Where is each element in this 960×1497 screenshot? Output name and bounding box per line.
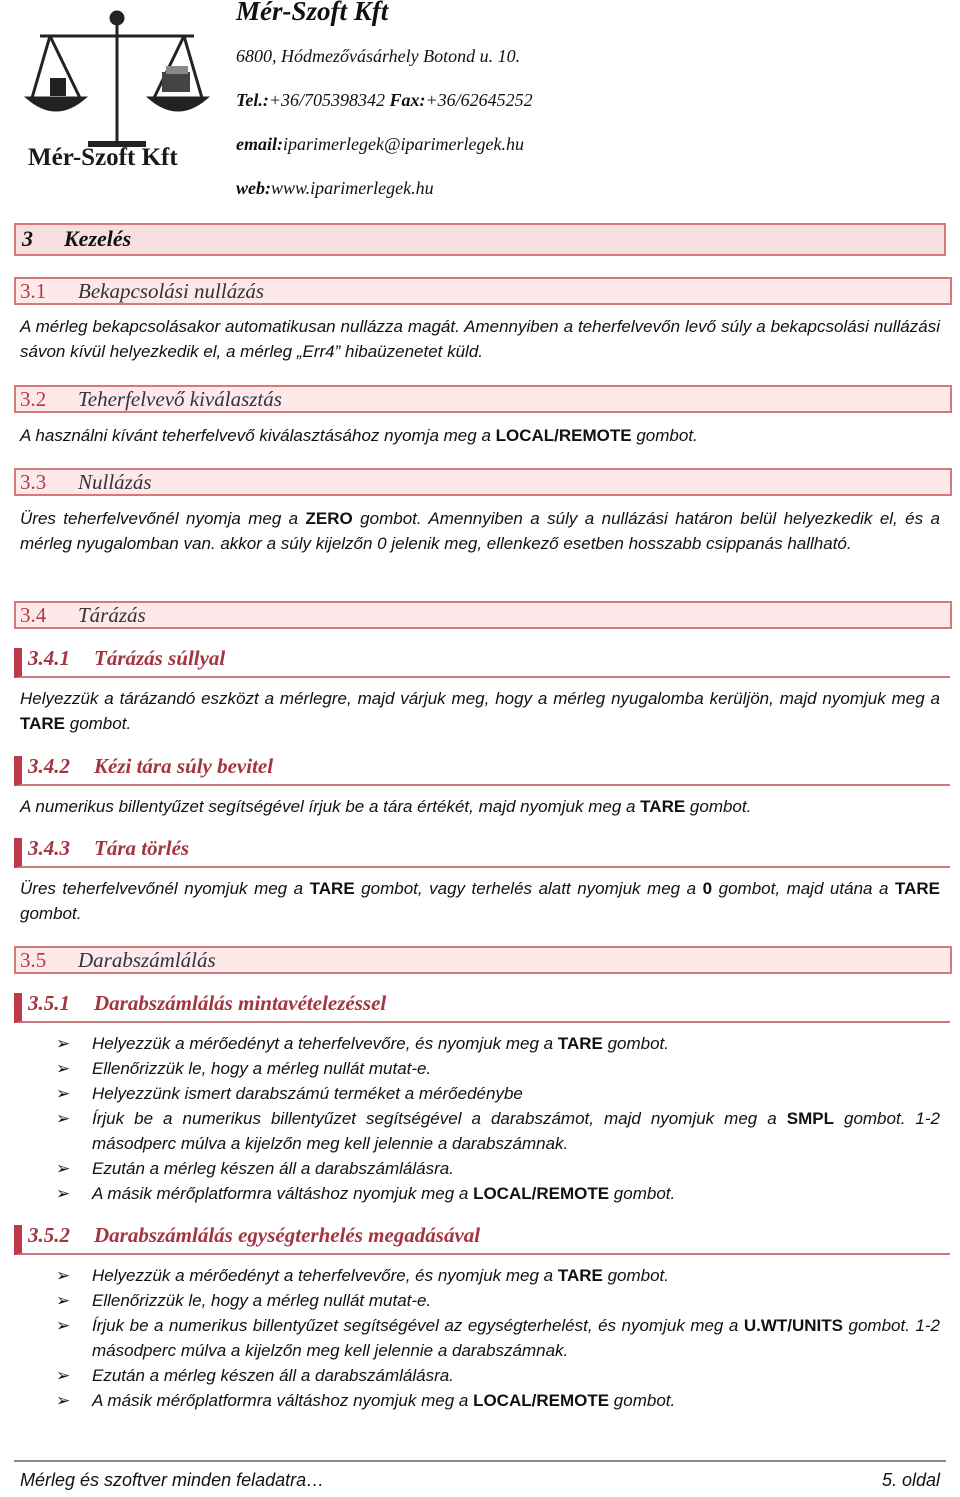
arrow-bullet-icon: ➢ <box>56 1391 71 1410</box>
section-3-3-title: Nullázás <box>78 470 152 494</box>
section-heading-3-5-2: 3.5.2 Darabszámlálás egységterhelés megadásával <box>14 1225 950 1255</box>
section-heading-3-2: 3.2 Teherfelvevő kiválasztás <box>14 385 952 413</box>
section-3-4-title: Tárázás <box>78 603 146 627</box>
section-heading-3-1: 3.1 Bekapcsolási nullázás <box>14 277 952 305</box>
section-heading-3-4-2: 3.4.2 Kézi tára súly bevitel <box>14 756 950 786</box>
web-link[interactable]: www.iparimerlegek.hu <box>271 178 434 198</box>
section-heading-3-5-1: 3.5.1 Darabszámlálás mintavételezéssel <box>14 993 950 1023</box>
section-3-number: 3 <box>22 226 33 251</box>
section-heading-3-4: 3.4 Tárázás <box>14 601 952 629</box>
section-3-1-title: Bekapcsolási nullázás <box>78 279 265 303</box>
company-logo <box>22 6 212 178</box>
phone-fax-line: Tel.:+36/705398342 Fax:+36/62645252 <box>236 90 533 110</box>
email-line: email:iparimerlegek@iparimerlegek.hu <box>236 134 524 154</box>
arrow-bullet-icon: ➢ <box>56 1159 71 1178</box>
section-heading-3-4-3: 3.4.3 Tára törlés <box>14 838 950 868</box>
section-heading-3 <box>14 223 946 256</box>
arrow-bullet-icon: ➢ <box>56 1366 71 1385</box>
section-3-4-1-text: Helyezzük a tárázandó eszközt a mérlegre, majd várjuk meg, hogy a mérleg nyugalomba kerüljön, majd nyomjuk meg a TARE gombot. <box>20 689 940 733</box>
section-3-title: Kezelés <box>64 226 132 251</box>
logo-text: Mér-Szoft Kft <box>28 144 178 171</box>
section-3-1-text: A mérleg bekapcsolásakor automatikusan nullázza magát. Amennyiben a teherfelvevőn levő súly a bekapcsolási nullázási sávon kívül helyezkedik el, a mérleg „Err4” hibaüzenetet küld. <box>20 317 940 361</box>
arrow-bullet-icon: ➢ <box>56 1059 71 1078</box>
section-3-5-title: Darabszámlálás <box>78 948 216 972</box>
section-3-2-title: Teherfelvevő kiválasztás <box>78 387 282 411</box>
footer-slogan: Mérleg és szoftver minden feladatra… <box>20 1470 325 1490</box>
arrow-bullet-icon: ➢ <box>56 1034 71 1053</box>
arrow-bullet-icon: ➢ <box>56 1109 71 1128</box>
section-heading-3-4-1: 3.4.1 Tárázás súllyal <box>14 648 950 678</box>
section-3-5-2-title: Darabszámlálás egységterhelés megadásával <box>94 1223 481 1247</box>
section-3-4-3-text: Üres teherfelvevőnél nyomjuk meg a TARE gombot, vagy terhelés alatt nyomjuk meg a 0 gombot, majd utána a TARE gombot. <box>20 879 940 923</box>
arrow-bullet-icon: ➢ <box>56 1316 71 1335</box>
section-3-3-text: Üres teherfelvevőnél nyomja meg a ZERO gombot. Amennyiben a súly a nullázási határon belül helyezkedik el, és a mérleg nyugalomban van. akkor a súly kijelzőn 0 jelenik meg, ellenkező esetben hosszabb csippanás hallható. <box>20 509 940 553</box>
company-address: 6800, Hódmezővásárhely Botond u. 10. <box>236 46 521 66</box>
arrow-bullet-icon: ➢ <box>56 1266 71 1285</box>
arrow-bullet-icon: ➢ <box>56 1084 71 1103</box>
email-link[interactable]: iparimerlegek@iparimerlegek.hu <box>283 134 524 154</box>
section-3-5-1-title: Darabszámlálás mintavételezéssel <box>94 991 387 1015</box>
section-3-4-2-text: A numerikus billentyűzet segítségével írjuk be a tára értékét, majd nyomjuk meg a TARE gombot. <box>20 797 752 816</box>
section-3-4-2-title: Kézi tára súly bevitel <box>94 754 274 778</box>
footer-divider <box>14 1460 946 1462</box>
arrow-bullet-icon: ➢ <box>56 1291 71 1310</box>
section-3-4-3-title: Tára törlés <box>94 836 190 860</box>
web-line: web:www.iparimerlegek.hu <box>236 178 434 198</box>
arrow-bullet-icon: ➢ <box>56 1184 71 1203</box>
company-name: Mér-Szoft Kft <box>236 0 389 26</box>
section-heading-3-3: 3.3 Nullázás <box>14 468 952 496</box>
page-number: 5. oldal <box>881 1470 940 1490</box>
section-3-2-text: A használni kívánt teherfelvevő kiválasztásához nyomja meg a LOCAL/REMOTE gombot. <box>20 426 698 445</box>
section-3-4-1-title: Tárázás súllyal <box>94 646 226 670</box>
section-heading-3-5: 3.5 Darabszámlálás <box>14 946 952 974</box>
